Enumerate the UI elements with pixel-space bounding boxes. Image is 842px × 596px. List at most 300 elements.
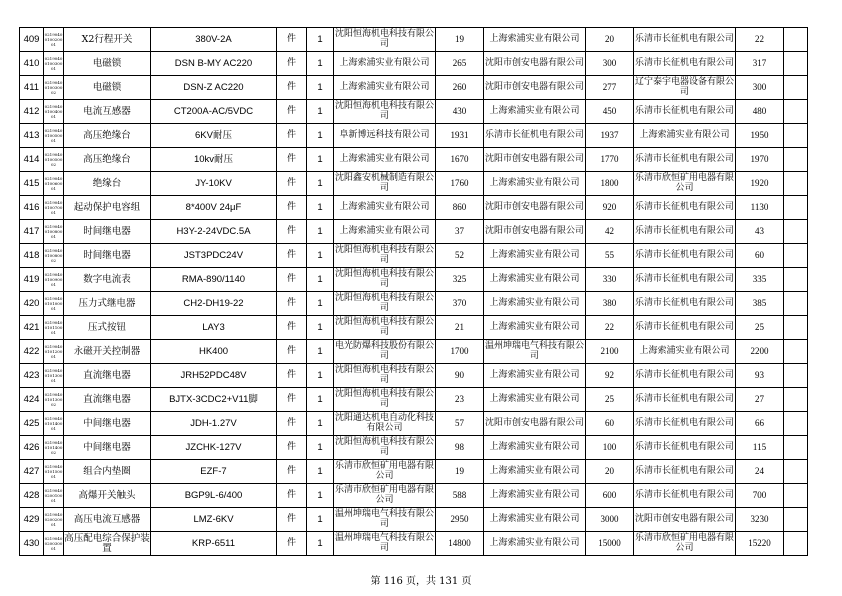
price-1: 325: [436, 268, 484, 292]
item-spec: CH2-DH19-22: [151, 292, 277, 316]
price-1: 23: [436, 388, 484, 412]
item-code: 0219040010140001: [44, 412, 64, 436]
price-2: 1937: [586, 124, 634, 148]
item-code: 0219040010040001: [44, 100, 64, 124]
item-spec: BJTX-3CDC2+V11脚: [151, 388, 277, 412]
item-qty: 1: [307, 124, 334, 148]
item-code: 0219040020030001: [44, 532, 64, 556]
item-spec: DSN-Z AC220: [151, 76, 277, 100]
price-3: 300: [736, 76, 784, 100]
row-index: 425: [20, 412, 44, 436]
supplier-1: 上海索浦实业有限公司: [334, 52, 436, 76]
blank-cell: [784, 340, 808, 364]
item-code: 0219040010130001: [44, 364, 64, 388]
item-unit: 件: [277, 388, 307, 412]
supplier-3: 乐清市长征机电有限公司: [634, 148, 736, 172]
item-unit: 件: [277, 508, 307, 532]
price-3: 25: [736, 316, 784, 340]
table-row: [20, 412, 808, 436]
blank-cell: [784, 436, 808, 460]
price-2: 450: [586, 100, 634, 124]
item-spec: 380V-2A: [151, 28, 277, 52]
item-unit: 件: [277, 484, 307, 508]
supplier-1: 沈阳恒海机电科技有限公司: [334, 292, 436, 316]
blank-cell: [784, 364, 808, 388]
supplier-2: 上海索浦实业有限公司: [484, 100, 586, 124]
total-pages: 131: [439, 576, 459, 587]
price-3: 27: [736, 388, 784, 412]
supplier-3: 乐清市长征机电有限公司: [634, 484, 736, 508]
row-index: 415: [20, 172, 44, 196]
supplier-2: 沈阳市创安电器有限公司: [484, 52, 586, 76]
supplier-2: 上海索浦实业有限公司: [484, 244, 586, 268]
supplier-3: 乐清市长征机电有限公司: [634, 460, 736, 484]
price-3: 317: [736, 52, 784, 76]
row-index: 430: [20, 532, 44, 556]
row-index: 418: [20, 244, 44, 268]
price-2: 42: [586, 220, 634, 244]
item-spec: LAY3: [151, 316, 277, 340]
price-2: 20: [586, 28, 634, 52]
supplier-1: 沈阳恒海机电科技有限公司: [334, 436, 436, 460]
price-1: 57: [436, 412, 484, 436]
price-1: 19: [436, 28, 484, 52]
item-code: 0219040020010001: [44, 484, 64, 508]
item-name: X2行程开关: [64, 28, 151, 52]
supplier-2: 上海索浦实业有限公司: [484, 460, 586, 484]
item-name: 时间继电器: [64, 244, 151, 268]
price-1: 1760: [436, 172, 484, 196]
blank-cell: [784, 76, 808, 100]
item-spec: JY-10KV: [151, 172, 277, 196]
item-unit: 件: [277, 532, 307, 556]
table-row: [20, 388, 808, 412]
price-3: 15220: [736, 532, 784, 556]
row-index: 419: [20, 268, 44, 292]
item-spec: JDH-1.27V: [151, 412, 277, 436]
blank-cell: [784, 52, 808, 76]
price-3: 66: [736, 412, 784, 436]
price-3: 22: [736, 28, 784, 52]
row-index: 416: [20, 196, 44, 220]
table-row: [20, 124, 808, 148]
item-qty: 1: [307, 196, 334, 220]
supplier-1: 上海索浦实业有限公司: [334, 196, 436, 220]
item-qty: 1: [307, 316, 334, 340]
table-row: [20, 484, 808, 508]
price-1: 19: [436, 460, 484, 484]
item-unit: 件: [277, 76, 307, 100]
item-qty: 1: [307, 268, 334, 292]
item-code: 0219040020020001: [44, 508, 64, 532]
price-3: 1970: [736, 148, 784, 172]
price-1: 21: [436, 316, 484, 340]
price-2: 25: [586, 388, 634, 412]
table-row: [20, 52, 808, 76]
price-2: 100: [586, 436, 634, 460]
price-2: 55: [586, 244, 634, 268]
supplier-1: 沈阳恒海机电科技有限公司: [334, 268, 436, 292]
item-name: 压力式继电器: [64, 292, 151, 316]
item-unit: 件: [277, 244, 307, 268]
row-index: 417: [20, 220, 44, 244]
blank-cell: [784, 244, 808, 268]
item-unit: 件: [277, 196, 307, 220]
price-2: 600: [586, 484, 634, 508]
price-2: 20: [586, 460, 634, 484]
item-spec: HK400: [151, 340, 277, 364]
item-qty: 1: [307, 532, 334, 556]
blank-cell: [784, 220, 808, 244]
table-row: [20, 196, 808, 220]
price-comparison-table: [19, 27, 808, 556]
table-row: [20, 220, 808, 244]
row-index: 420: [20, 292, 44, 316]
item-qty: 1: [307, 244, 334, 268]
supplier-1: 沈阳鑫安机械制造有限公司: [334, 172, 436, 196]
blank-cell: [784, 316, 808, 340]
supplier-3: 乐清市长征机电有限公司: [634, 100, 736, 124]
price-1: 260: [436, 76, 484, 100]
item-code: 0219040010140002: [44, 436, 64, 460]
blank-cell: [784, 148, 808, 172]
row-index: 412: [20, 100, 44, 124]
row-index: 422: [20, 340, 44, 364]
price-1: 90: [436, 364, 484, 388]
supplier-2: 上海索浦实业有限公司: [484, 28, 586, 52]
item-qty: 1: [307, 148, 334, 172]
item-code: 0219040010120001: [44, 340, 64, 364]
table-row: [20, 28, 808, 52]
item-spec: BGP9L-6/400: [151, 484, 277, 508]
item-name: 直流继电器: [64, 364, 151, 388]
price-1: 1670: [436, 148, 484, 172]
price-3: 385: [736, 292, 784, 316]
supplier-1: 沈阳恒海机电科技有限公司: [334, 244, 436, 268]
item-name: 电磁锁: [64, 76, 151, 100]
blank-cell: [784, 388, 808, 412]
price-2: 380: [586, 292, 634, 316]
item-name: 高压电流互感器: [64, 508, 151, 532]
blank-cell: [784, 172, 808, 196]
supplier-1: 沈阳恒海机电科技有限公司: [334, 388, 436, 412]
blank-cell: [784, 508, 808, 532]
item-spec: KRP-6511: [151, 532, 277, 556]
supplier-2: 沈阳市创安电器有限公司: [484, 196, 586, 220]
price-3: 3230: [736, 508, 784, 532]
item-unit: 件: [277, 172, 307, 196]
price-2: 1770: [586, 148, 634, 172]
supplier-1: 沈阳恒海机电科技有限公司: [334, 316, 436, 340]
item-unit: 件: [277, 316, 307, 340]
table-row: [20, 340, 808, 364]
price-1: 430: [436, 100, 484, 124]
supplier-3: 上海索浦实业有限公司: [634, 124, 736, 148]
item-code: 0219040010030001: [44, 52, 64, 76]
price-1: 265: [436, 52, 484, 76]
item-unit: 件: [277, 460, 307, 484]
supplier-3: 乐清市长征机电有限公司: [634, 196, 736, 220]
item-code: 0219040010090001: [44, 268, 64, 292]
item-code: 0219040010110001: [44, 316, 64, 340]
item-code: 0219040010060001: [44, 172, 64, 196]
supplier-3: 乐清市长征机电有限公司: [634, 364, 736, 388]
price-1: 1700: [436, 340, 484, 364]
item-unit: 件: [277, 412, 307, 436]
price-3: 700: [736, 484, 784, 508]
item-name: 高爆开关触头: [64, 484, 151, 508]
item-unit: 件: [277, 148, 307, 172]
footer-suffix: 页: [458, 576, 472, 587]
blank-cell: [784, 196, 808, 220]
supplier-2: 沈阳市创安电器有限公司: [484, 412, 586, 436]
item-qty: 1: [307, 364, 334, 388]
price-2: 92: [586, 364, 634, 388]
item-unit: 件: [277, 268, 307, 292]
table-row: [20, 244, 808, 268]
item-name: 高压配电综合保护装置: [64, 532, 150, 554]
supplier-1: 上海索浦实业有限公司: [334, 148, 436, 172]
item-code: 0219040010020001: [44, 28, 64, 52]
price-3: 60: [736, 244, 784, 268]
item-qty: 1: [307, 436, 334, 460]
supplier-1: 上海索浦实业有限公司: [334, 76, 436, 100]
price-1: 14800: [436, 532, 484, 556]
supplier-1: 温州坤瑞电气科技有限公司: [334, 508, 436, 532]
item-qty: 1: [307, 412, 334, 436]
price-2: 3000: [586, 508, 634, 532]
row-index: 423: [20, 364, 44, 388]
price-1: 52: [436, 244, 484, 268]
item-qty: 1: [307, 52, 334, 76]
item-qty: 1: [307, 340, 334, 364]
item-name: 直流继电器: [64, 388, 151, 412]
supplier-1: 上海索浦实业有限公司: [334, 220, 436, 244]
supplier-3: 乐清市长征机电有限公司: [634, 28, 736, 52]
item-unit: 件: [277, 28, 307, 52]
item-spec: EZF-7: [151, 460, 277, 484]
supplier-1: 乐清市欣恒矿用电器有限公司: [334, 460, 436, 484]
blank-cell: [784, 124, 808, 148]
item-qty: 1: [307, 76, 334, 100]
supplier-1: 沈阳恒海机电科技有限公司: [334, 364, 436, 388]
price-2: 60: [586, 412, 634, 436]
supplier-3: 乐清市长征机电有限公司: [634, 388, 736, 412]
supplier-2: 沈阳市创安电器有限公司: [484, 148, 586, 172]
price-2: 277: [586, 76, 634, 100]
table-row: [20, 436, 808, 460]
supplier-2: 上海索浦实业有限公司: [484, 316, 586, 340]
table-row: [20, 76, 808, 100]
row-index: 427: [20, 460, 44, 484]
price-3: 335: [736, 268, 784, 292]
item-spec: DSN B-MY AC220: [151, 52, 277, 76]
supplier-2: 上海索浦实业有限公司: [484, 484, 586, 508]
item-code: 0219040010080002: [44, 244, 64, 268]
item-name: 时间继电器: [64, 220, 151, 244]
blank-cell: [784, 28, 808, 52]
price-1: 588: [436, 484, 484, 508]
blank-cell: [784, 484, 808, 508]
item-spec: LMZ-6KV: [151, 508, 277, 532]
item-qty: 1: [307, 508, 334, 532]
row-index: 413: [20, 124, 44, 148]
supplier-2: 上海索浦实业有限公司: [484, 172, 586, 196]
supplier-2: 上海索浦实业有限公司: [484, 532, 586, 556]
item-qty: 1: [307, 388, 334, 412]
price-2: 15000: [586, 532, 634, 556]
supplier-1: 乐清市欣恒矿用电器有限公司: [334, 484, 436, 508]
supplier-3: 乐清市欣恒矿用电器有限公司: [634, 532, 736, 556]
item-qty: 1: [307, 292, 334, 316]
item-qty: 1: [307, 172, 334, 196]
item-spec: JZCHK-127V: [151, 436, 277, 460]
supplier-2: 上海索浦实业有限公司: [484, 268, 586, 292]
item-spec: 10kv耐压: [151, 148, 277, 172]
row-index: 428: [20, 484, 44, 508]
row-index: 414: [20, 148, 44, 172]
supplier-2: 沈阳市创安电器有限公司: [484, 76, 586, 100]
supplier-2: 上海索浦实业有限公司: [484, 292, 586, 316]
row-index: 426: [20, 436, 44, 460]
supplier-3: 乐清市长征机电有限公司: [634, 244, 736, 268]
item-spec: CT200A-AC/5VDC: [151, 100, 277, 124]
item-code: 0219040010130002: [44, 388, 64, 412]
price-1: 37: [436, 220, 484, 244]
blank-cell: [784, 100, 808, 124]
item-name: 压式按钮: [64, 316, 151, 340]
price-3: 2200: [736, 340, 784, 364]
supplier-3: 乐清市长征机电有限公司: [634, 52, 736, 76]
footer-mid: 页，共: [402, 576, 440, 587]
supplier-3: 乐清市欣恒矿用电器有限公司: [634, 172, 736, 196]
supplier-2: 上海索浦实业有限公司: [484, 364, 586, 388]
blank-cell: [784, 412, 808, 436]
supplier-3: 上海索浦实业有限公司: [634, 340, 736, 364]
row-index: 424: [20, 388, 44, 412]
table-row: [20, 316, 808, 340]
supplier-1: 电光防爆科技股份有限公司: [334, 340, 436, 364]
supplier-1: 阜新博远科技有限公司: [334, 124, 436, 148]
price-2: 1800: [586, 172, 634, 196]
page-footer: [0, 572, 842, 587]
price-1: 860: [436, 196, 484, 220]
item-unit: 件: [277, 436, 307, 460]
blank-cell: [784, 460, 808, 484]
supplier-2: 上海索浦实业有限公司: [484, 436, 586, 460]
item-name: 中间继电器: [64, 412, 151, 436]
item-spec: JRH52PDC48V: [151, 364, 277, 388]
item-name: 高压绝缘台: [64, 124, 151, 148]
price-3: 1950: [736, 124, 784, 148]
item-unit: 件: [277, 220, 307, 244]
supplier-3: 乐清市长征机电有限公司: [634, 292, 736, 316]
table-row: [20, 148, 808, 172]
row-index: 421: [20, 316, 44, 340]
item-unit: 件: [277, 100, 307, 124]
price-3: 1130: [736, 196, 784, 220]
table-row: [20, 508, 808, 532]
item-name: 中间继电器: [64, 436, 151, 460]
price-1: 98: [436, 436, 484, 460]
price-3: 43: [736, 220, 784, 244]
item-qty: 1: [307, 100, 334, 124]
item-name: 绝缘台: [64, 172, 151, 196]
blank-cell: [784, 292, 808, 316]
supplier-3: 辽宁泰宇电器设备有限公司: [634, 76, 736, 100]
supplier-3: 乐清市长征机电有限公司: [634, 316, 736, 340]
price-2: 300: [586, 52, 634, 76]
price-3: 24: [736, 460, 784, 484]
supplier-3: 乐清市长征机电有限公司: [634, 220, 736, 244]
price-1: 2950: [436, 508, 484, 532]
item-unit: 件: [277, 364, 307, 388]
table-row: [20, 460, 808, 484]
supplier-2: 沈阳市创安电器有限公司: [484, 220, 586, 244]
price-2: 2100: [586, 340, 634, 364]
supplier-1: 沈阳恒海机电科技有限公司: [334, 28, 436, 52]
blank-cell: [784, 268, 808, 292]
item-code: 0219040010150001: [44, 460, 64, 484]
item-spec: JST3PDC24V: [151, 244, 277, 268]
row-index: 429: [20, 508, 44, 532]
supplier-3: 乐清市长征机电有限公司: [634, 268, 736, 292]
supplier-1: 温州坤瑞电气科技有限公司: [334, 532, 436, 556]
table-row: [20, 532, 808, 556]
supplier-3: 乐清市长征机电有限公司: [634, 412, 736, 436]
table-row: [20, 268, 808, 292]
item-code: 0219040010050002: [44, 148, 64, 172]
item-qty: 1: [307, 220, 334, 244]
item-spec: 6KV耐压: [151, 124, 277, 148]
item-code: 0219040010050001: [44, 124, 64, 148]
price-3: 480: [736, 100, 784, 124]
item-name: 数字电流表: [64, 268, 151, 292]
price-2: 920: [586, 196, 634, 220]
item-spec: H3Y-2-24VDC.5A: [151, 220, 277, 244]
price-1: 370: [436, 292, 484, 316]
price-3: 115: [736, 436, 784, 460]
supplier-3: 沈阳市创安电器有限公司: [634, 508, 736, 532]
table-row: [20, 172, 808, 196]
price-3: 1920: [736, 172, 784, 196]
supplier-2: 上海索浦实业有限公司: [484, 508, 586, 532]
item-code: 0219040010030002: [44, 76, 64, 100]
supplier-3: 乐清市长征机电有限公司: [634, 436, 736, 460]
item-name: 电磁锁: [64, 52, 151, 76]
item-name: 组合内垫圈: [64, 460, 151, 484]
row-index: 410: [20, 52, 44, 76]
table-row: [20, 292, 808, 316]
item-spec: 8*400V 24μF: [151, 196, 277, 220]
price-2: 22: [586, 316, 634, 340]
supplier-2: 温州坤瑞电气科技有限公司: [484, 340, 586, 364]
item-unit: 件: [277, 340, 307, 364]
item-qty: 1: [307, 484, 334, 508]
footer-prefix: 第: [370, 576, 384, 587]
item-qty: 1: [307, 460, 334, 484]
supplier-1: 沈阳恒海机电科技有限公司: [334, 100, 436, 124]
item-unit: 件: [277, 52, 307, 76]
item-spec: RMA-890/1140: [151, 268, 277, 292]
item-code: 0219040010100001: [44, 292, 64, 316]
row-index: 411: [20, 76, 44, 100]
supplier-2: 乐清市长征机电有限公司: [484, 124, 586, 148]
current-page: 116: [383, 576, 403, 587]
blank-cell: [784, 532, 808, 556]
table-row: [20, 100, 808, 124]
item-unit: 件: [277, 292, 307, 316]
